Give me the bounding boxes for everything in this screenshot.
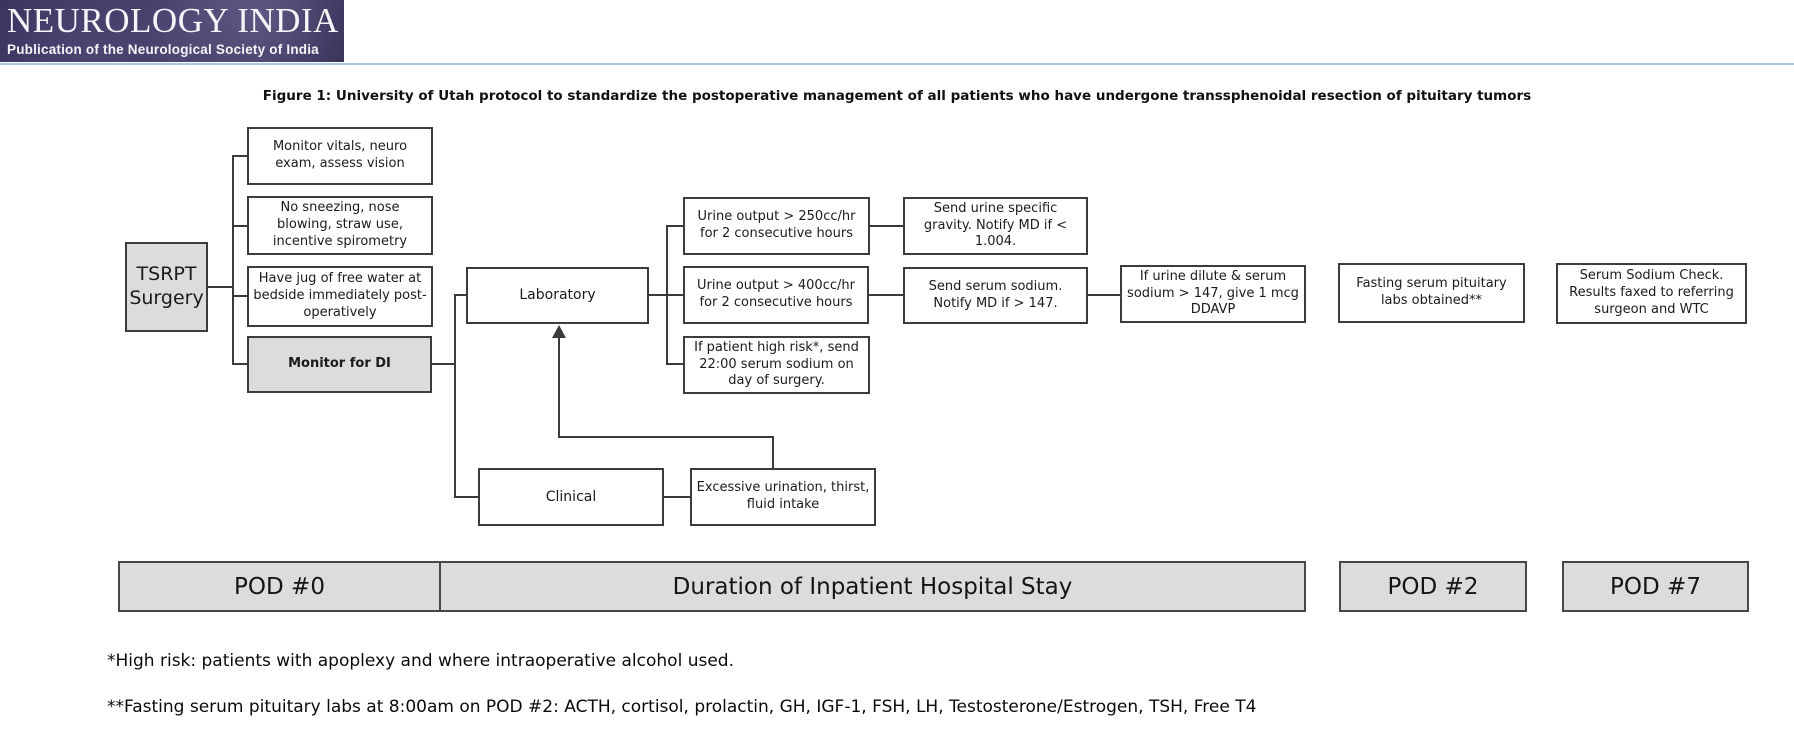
node-urine-400: Urine output > 400cc/hr for 2 consecutive hours: [683, 266, 869, 324]
node-no-sneezing: No sneezing, nose blowing, straw use, incentive spirometry: [247, 196, 433, 255]
connector: [454, 294, 456, 498]
connector: [772, 436, 774, 469]
node-urine-gravity: Send urine specific gravity. Notify MD if < 1.004.: [903, 197, 1088, 255]
connector: [663, 496, 691, 498]
journal-title: NEUROLOGY INDIA: [7, 1, 339, 40]
connector: [666, 225, 684, 227]
node-sodium-check: Serum Sodium Check. Results faxed to referring surgeon and WTC: [1556, 263, 1747, 324]
timeline-pod2: POD #2: [1339, 561, 1527, 612]
figure-caption: Figure 1: University of Utah protocol to standardize the postoperative management of all patients who have undergone transsphenoidal resection of pituitary tumors: [262, 88, 1532, 104]
connector: [558, 337, 560, 437]
node-laboratory: Laboratory: [466, 267, 649, 324]
connector: [869, 225, 904, 227]
node-free-water: Have jug of free water at bedside immediately post-operatively: [247, 266, 433, 327]
connector: [431, 363, 456, 365]
node-fasting-labs: Fasting serum pituitary labs obtained**: [1338, 263, 1525, 323]
timeline-duration: Duration of Inpatient Hospital Stay: [672, 573, 1073, 600]
connector: [232, 155, 248, 157]
connector: [868, 294, 904, 296]
node-clinical: Clinical: [478, 468, 664, 526]
node-tsrpt-surgery: TSRPT Surgery: [125, 242, 208, 332]
journal-subtitle: Publication of the Neurological Society of India: [7, 42, 319, 57]
node-monitor-di: Monitor for DI: [247, 336, 432, 393]
footnote-fasting-labs: **Fasting serum pituitary labs at 8:00am on POD #2: ACTH, cortisol, prolactin, GH, IGF-1, FSH, LH, Testosterone/Estrogen, TSH, Free T4: [107, 697, 1257, 717]
connector: [666, 363, 684, 365]
connector: [232, 155, 234, 365]
node-serum-sodium: Send serum sodium. Notify MD if > 147.: [903, 267, 1088, 324]
connector: [454, 294, 467, 296]
connector: [558, 436, 774, 438]
connector: [232, 225, 248, 227]
node-ddavp: If urine dilute & serum sodium > 147, give 1 mcg DDAVP: [1120, 265, 1306, 323]
arrow-up-icon: [552, 325, 566, 338]
connector: [1087, 294, 1121, 296]
node-monitor-vitals: Monitor vitals, neuro exam, assess vision: [247, 127, 433, 185]
timeline-bar-main: [118, 561, 1306, 612]
footnote-high-risk: *High risk: patients with apoplexy and where intraoperative alcohol used.: [107, 651, 734, 671]
journal-logo[interactable]: [0, 0, 344, 62]
connector: [207, 286, 234, 288]
connector: [666, 225, 668, 365]
timeline-pod7: POD #7: [1562, 561, 1749, 612]
node-urine-250: Urine output > 250cc/hr for 2 consecutive hours: [683, 197, 870, 255]
connector: [232, 363, 248, 365]
node-high-risk: If patient high risk*, send 22:00 serum sodium on day of surgery.: [683, 336, 870, 394]
node-excessive-urination: Excessive urination, thirst, fluid intake: [690, 468, 876, 526]
header-divider: [0, 63, 1794, 65]
connector: [232, 295, 248, 297]
connector: [454, 496, 479, 498]
timeline-pod0: POD #0: [234, 573, 325, 600]
